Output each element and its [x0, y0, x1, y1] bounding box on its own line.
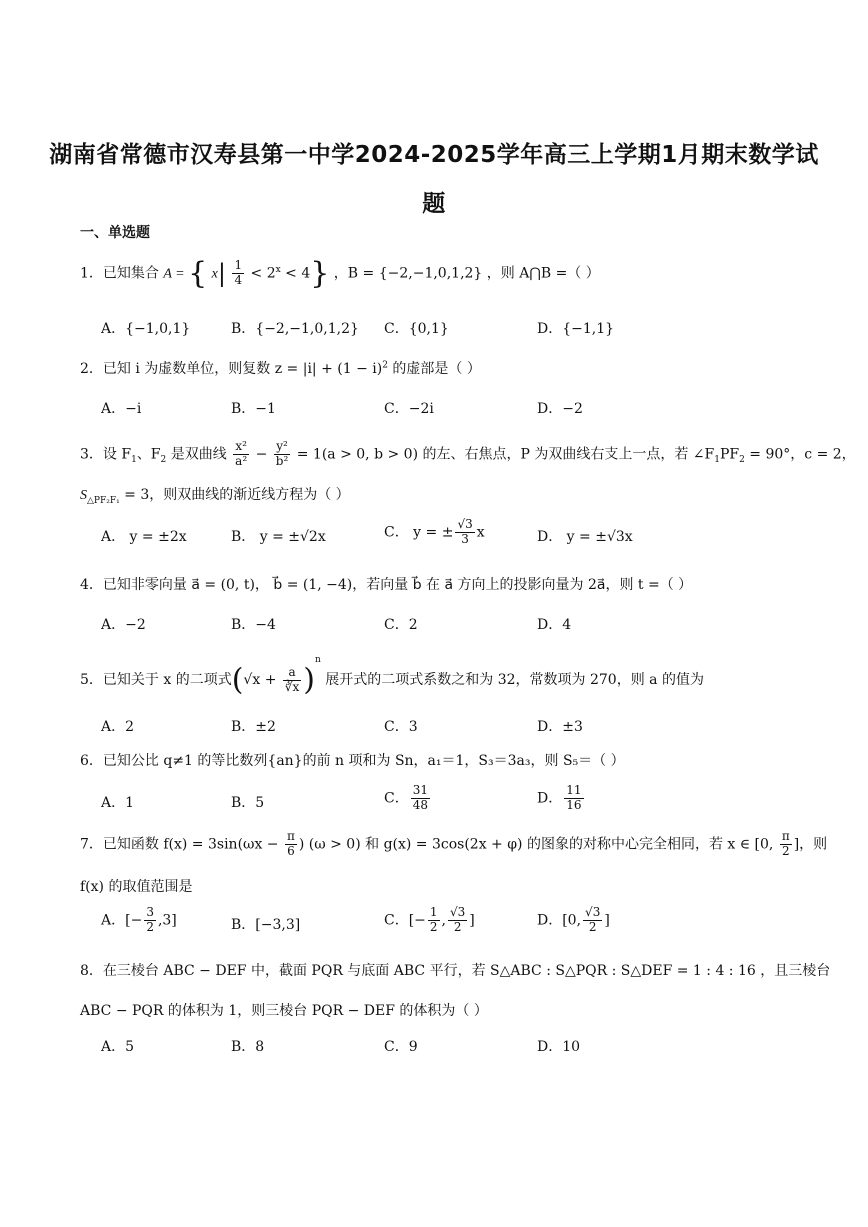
- q2-option-a[interactable]: A．−i: [101, 401, 142, 417]
- q5-tail: 展开式的二项式系数之和为 32，常数项为 270，则 a 的值为: [320, 672, 704, 688]
- q4-option-c[interactable]: C．2: [384, 617, 418, 633]
- q1-number: 1．已知集合: [80, 265, 159, 282]
- q3-option-b[interactable]: B． y = ±√2x: [231, 529, 326, 545]
- q8-option-b[interactable]: B．8: [231, 1039, 265, 1055]
- q3-sub2: 2: [160, 455, 167, 466]
- q7-option-d[interactable]: D．[0, $\frac{√3}{2}$ ]: [537, 905, 610, 934]
- q8-option-c[interactable]: C．9: [384, 1039, 418, 1055]
- q3-eq: = 1(a > 0, b > 0) 的左、右焦点，P 为双曲线右支上一点，若 ∠F: [292, 446, 715, 463]
- q8-option-a[interactable]: A．5: [101, 1039, 135, 1055]
- q5-head: 5．已知关于 x 的二项式: [80, 672, 232, 688]
- q6-option-c[interactable]: C． $\frac{31}{48}$: [384, 783, 428, 812]
- q2-text: 2．已知 i 为虚数单位，则复数 z = |i| + (1 − i): [80, 361, 383, 377]
- q5-option-b[interactable]: B．±2: [231, 719, 276, 735]
- q5-frac: $\frac{a}{∛x}$: [284, 664, 300, 694]
- question-6: 6．已知公比 q≠1 的等比数列{an}的前 n 项和为 Sn，a₁＝1，S₃＝3a₃，则 S₅＝（ ）: [80, 753, 625, 769]
- q3-option-a[interactable]: A． y = ±2x: [101, 529, 187, 545]
- q6-option-d[interactable]: D． $\frac{11}{16}$: [537, 783, 582, 812]
- q1-exp: x: [275, 264, 281, 275]
- q1-cond: < 2: [250, 265, 276, 282]
- q3-eq3: = 90°，c = 2，: [744, 446, 856, 463]
- q8-option-d[interactable]: D．10: [537, 1039, 581, 1055]
- q2-option-b[interactable]: B．−1: [231, 401, 276, 417]
- left-paren: (: [231, 662, 244, 698]
- q1-set-a-label: A =: [163, 266, 189, 282]
- q5-exp: n: [315, 655, 321, 665]
- question-7-line2: f(x) 的取值范围是: [80, 879, 193, 895]
- question-4: 4．已知非零向量 a⃗ = (0, t)， b⃗ = (1, −4)，若向量 b⃗ 在 a⃗ 方向上的投影向量为 2a⃗，则 t =（ ）: [80, 577, 693, 593]
- left-brace: {: [188, 256, 208, 291]
- q1-option-c[interactable]: C．{0,1}: [384, 321, 449, 337]
- q6-option-a[interactable]: A．1: [101, 795, 135, 811]
- q1-cond-end: < 4: [285, 265, 311, 282]
- q4-option-d[interactable]: D．4: [537, 617, 572, 633]
- q6-option-b[interactable]: B．5: [231, 795, 265, 811]
- question-7: [80, 829, 828, 859]
- q1-option-b[interactable]: B．{−2,−1,0,1,2}: [231, 321, 359, 337]
- q7-option-a[interactable]: A．[− $\frac{3}{2}$ ,3]: [101, 905, 177, 934]
- q3-frac-y: $\frac{\text{y²}}{\text{b²}}$: [275, 439, 289, 468]
- q7-head: 7．已知函数 f(x) = 3sin(ωx −: [80, 836, 283, 853]
- q1-fraction: $\frac{1}{4}$: [234, 258, 243, 287]
- section-heading: 一、单选题: [80, 225, 150, 241]
- q3-mid1: 、F: [136, 446, 161, 463]
- question-8-line2: ABC − PQR 的体积为 1，则三棱台 PQR − DEF 的体积为（ ）: [80, 1003, 488, 1019]
- q5-option-a[interactable]: A．2: [101, 719, 135, 735]
- q1-set-b: ，B = {−2,−1,0,1,2}: [333, 265, 483, 282]
- q3-option-c[interactable]: C． y = ± $\frac{√3}{3}$ x: [384, 517, 485, 546]
- q7-mid: ) (ω > 0) 和 g(x) = 3cos(2x + φ) 的图象的对称中心完全相同，若 x ∈ [0,: [298, 836, 778, 853]
- q4-option-a[interactable]: A．−2: [101, 617, 146, 633]
- q4-option-b[interactable]: B．−4: [231, 617, 276, 633]
- q3-minus: −: [251, 446, 272, 463]
- q3-sub4: 2: [739, 455, 745, 466]
- question-1: [80, 256, 808, 291]
- q3-sub1: 1: [131, 455, 137, 466]
- q3-eq2: PF: [719, 446, 740, 463]
- right-brace: }: [310, 256, 330, 291]
- q7-option-c[interactable]: C．[− $\frac{1}{2}$ , $\frac{√3}{2}$ ]: [384, 905, 475, 934]
- q7-option-b[interactable]: B．[−3,3]: [231, 917, 301, 933]
- q5-inner: √x +: [243, 672, 281, 688]
- set-bar: |: [217, 259, 226, 288]
- q3-area-symbol: S: [80, 488, 87, 503]
- exam-title-continued: 题: [422, 191, 446, 217]
- q1-option-a[interactable]: A．{−1,0,1}: [101, 321, 191, 337]
- exam-title: 湖南省常德市汉寿县第一中学2024-2025学年高三上学期1月期末数学试: [49, 142, 819, 168]
- q2-exp: 2: [382, 360, 388, 371]
- q2-option-d[interactable]: D．−2: [537, 401, 583, 417]
- q3-mid2: 是双曲线: [166, 446, 232, 463]
- q2-option-c[interactable]: C．−2i: [384, 401, 434, 417]
- q5-option-d[interactable]: D．±3: [537, 719, 583, 735]
- q3-line2: = 3，则双曲线的渐近线方程为（ ）: [119, 487, 350, 503]
- q3-frac-x: $\frac{\text{x²}}{\text{a²}}$: [235, 439, 248, 468]
- q1-set-var: x: [211, 266, 218, 282]
- q7-frac-pi6: $\frac{\pi}{6}$: [286, 829, 295, 858]
- q3-option-d[interactable]: D． y = ±√3x: [537, 529, 633, 545]
- q7-tail: ]，则: [793, 836, 828, 853]
- q5-option-c[interactable]: C．3: [384, 719, 418, 735]
- q2-tail: 的虚部是（ ）: [387, 361, 481, 377]
- q1-option-d[interactable]: D．{−1,1}: [537, 321, 615, 337]
- right-paren: ): [303, 662, 316, 698]
- q3-area-sub: △PF₂F₁: [87, 495, 120, 506]
- question-2: [80, 358, 808, 378]
- q1-tail: ，则 A⋂B =（ ）: [486, 265, 600, 282]
- q7-frac-pi2: $\frac{\pi}{2}$: [781, 829, 790, 858]
- question-5: [80, 655, 808, 698]
- question-3-line2: [80, 484, 808, 506]
- q3-sub3: 1: [714, 455, 720, 466]
- question-8: 8．在三棱台 ABC − DEF 中，截面 PQR 与底面 ABC 平行，若 S△ABC : S△PQR : S△DEF = 1 : 4 : 16 ，且三棱台: [80, 963, 831, 979]
- q3-head: 3．设 F: [80, 446, 132, 463]
- question-3: [80, 439, 856, 469]
